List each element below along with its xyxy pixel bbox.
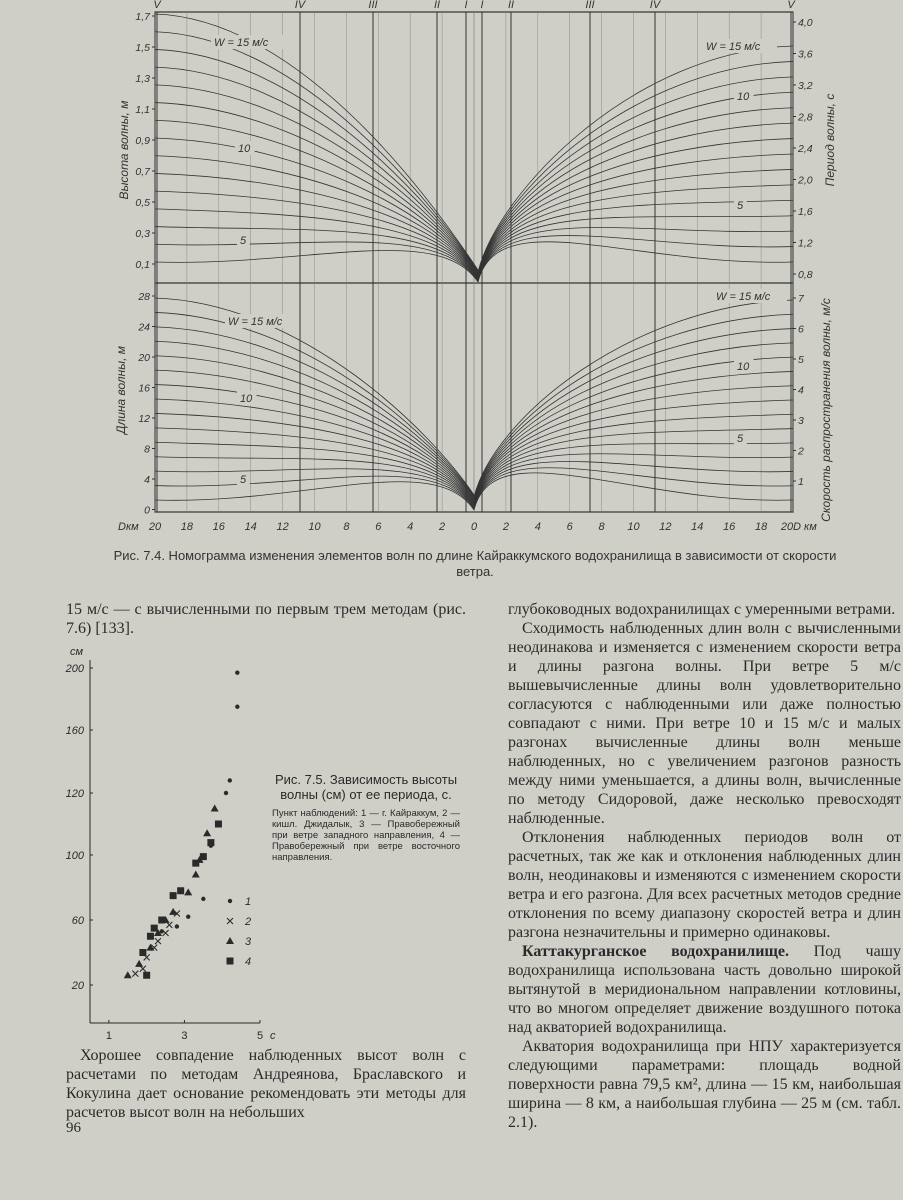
x-tick-label: 18 xyxy=(754,521,768,533)
tick-label: 1 xyxy=(798,476,804,488)
point-dot xyxy=(235,705,239,709)
x-tick-label: 18 xyxy=(180,521,194,533)
legend-label: 1 xyxy=(245,896,252,908)
point-square xyxy=(151,925,158,932)
wave-curve xyxy=(478,154,793,277)
wave-curve xyxy=(478,77,793,274)
curve-label: 10 xyxy=(238,143,251,155)
paragraph: 15 м/с — с вычисленными по первым трем методам (рис. 7.6) [133]. xyxy=(66,601,466,637)
point-triangle xyxy=(169,908,177,915)
point-square xyxy=(192,860,199,867)
curve-label: 5 xyxy=(737,433,744,445)
curve-label: W = 15 м/с xyxy=(228,316,283,328)
tick-label: 3,2 xyxy=(798,80,813,92)
tick-label: 0,5 xyxy=(135,197,150,209)
paragraph: Хорошее совпадение наблюденных высот волн с расчетами по методам Андреянова, Браславского и Кокулина дает основание рекомендовать эти методы для расчетов высот волн на небольших xyxy=(66,1047,466,1121)
wave-curve xyxy=(155,67,478,272)
point-triangle xyxy=(184,888,192,895)
wave-curve xyxy=(478,108,793,275)
tick-label: 4,0 xyxy=(798,17,813,29)
x-tick-label: 10 xyxy=(308,521,321,533)
x-tick-label: 20 xyxy=(148,521,162,533)
point-square xyxy=(227,958,234,965)
wave-curve xyxy=(478,216,793,280)
x-tick-label: 6 xyxy=(566,521,573,533)
y-tick-label: 120 xyxy=(65,788,84,800)
point-triangle xyxy=(211,805,219,812)
roman-label: IV xyxy=(649,0,661,11)
figure-7-4-caption: Рис. 7.4. Номограмма изменения элементов волн по длине Кайраккумского водохранилища в зависимости от скорости ветра. xyxy=(113,548,837,579)
wave-curve xyxy=(155,156,478,277)
x-tick-label: 16 xyxy=(723,521,736,533)
axis-title: Высота волны, м xyxy=(117,100,131,200)
tick-label: 20 xyxy=(138,352,150,364)
curve-label: 10 xyxy=(737,91,750,103)
scatter-points xyxy=(124,670,240,978)
curve-label: 10 xyxy=(240,393,253,405)
wave-curve xyxy=(478,242,793,282)
x-tick-label: 8 xyxy=(343,521,350,533)
point-square xyxy=(143,972,150,979)
x-tick-label: 12 xyxy=(659,521,672,533)
tick-label: 24 xyxy=(138,321,150,334)
scatter-axes xyxy=(65,646,276,1042)
point-cross xyxy=(163,930,169,936)
figure-7-5-caption xyxy=(272,772,460,863)
y-tick-label: 60 xyxy=(71,915,84,927)
tick-label: 2 xyxy=(798,445,804,458)
tick-label: 2,8 xyxy=(798,111,813,124)
x-tick-label: 10 xyxy=(627,521,640,533)
tick-label: 0,7 xyxy=(135,166,150,178)
paragraph: Акватория водохранилища при НПУ характеризуется следующими параметрами: площадь водной поверхности равна 79,5 км², длина — 15 км, наибольшая ширина — 8 км, а наибольшая глубина — 25 м (см. табл. 2.1). xyxy=(508,1038,901,1131)
point-square xyxy=(158,917,165,924)
scatter-legend xyxy=(226,896,252,968)
point-dot xyxy=(228,899,232,903)
tick-label: 0,9 xyxy=(135,135,150,147)
x-tick-label: 3 xyxy=(181,1030,188,1042)
page-number: 96 xyxy=(66,1120,81,1136)
x-tick-label: 5 xyxy=(256,1030,264,1042)
wave-curve xyxy=(155,103,478,275)
tick-label: 0,1 xyxy=(135,259,150,271)
wave-curve xyxy=(478,46,793,272)
paragraph: глубоководных водохранилищах с умеренными ветрами. xyxy=(508,601,896,618)
x-axis-title: D км xyxy=(793,521,817,533)
tick-label: 8 xyxy=(144,443,150,456)
curve-label: 5 xyxy=(737,200,744,212)
point-square xyxy=(215,821,222,828)
paragraph xyxy=(508,942,901,1037)
tick-label: 12 xyxy=(138,413,150,425)
y-tick-label: 20 xyxy=(71,980,84,992)
tick-label: 1,6 xyxy=(798,206,813,218)
tick-label: 1,7 xyxy=(135,11,150,23)
point-dot xyxy=(235,670,239,674)
axis-title: Период волны, с xyxy=(823,93,837,187)
right-column-text xyxy=(508,600,901,1132)
tick-label: 3,6 xyxy=(798,48,813,61)
x-tick-label: 14 xyxy=(691,521,704,533)
tick-label: 28 xyxy=(138,291,150,303)
x-unit-label: с xyxy=(270,1030,276,1042)
point-cross xyxy=(227,918,233,924)
tick-label: 7 xyxy=(798,293,804,305)
y-tick-label: 160 xyxy=(65,725,84,737)
tick-label: 1,2 xyxy=(798,237,813,250)
curve-label: 10 xyxy=(737,361,750,373)
x-tick-label: 8 xyxy=(598,521,605,533)
paragraph-text: Под чашу водохранилища использована часть довольно широкой вытянутой в меридиональном направлении котловины, что во многом определяет движение воздушного потока над акваторией водохранилища. xyxy=(508,943,902,1036)
point-dot xyxy=(224,791,228,795)
curve-label: W = 15 м/с xyxy=(214,37,269,49)
x-axis-title: Dкм xyxy=(118,521,139,533)
figure-7-5-caption-note: Пункт наблюдений: 1 — г. Кайраккум, 2 — кишл. Джидалык, 3 — Правобережный при ветре западного направления, 4 — Правобережный при ветре восточного направления. xyxy=(272,808,460,863)
point-square xyxy=(139,949,146,956)
wave-curve xyxy=(155,242,478,281)
tick-label: 0,8 xyxy=(798,269,813,281)
legend-label: 2 xyxy=(245,916,252,928)
tick-label: 0,3 xyxy=(135,228,150,240)
x-tick-label: 4 xyxy=(407,521,414,533)
x-tick-label: 20 xyxy=(780,521,794,533)
point-square xyxy=(207,839,214,846)
tick-label: 3 xyxy=(798,415,804,427)
x-tick-label: 14 xyxy=(244,521,257,533)
section-heading: Каттакурганское водохранилище. xyxy=(522,943,790,960)
tick-label: 1,3 xyxy=(135,73,150,85)
point-triangle xyxy=(192,871,200,878)
point-square xyxy=(177,887,184,894)
x-tick-label: 4 xyxy=(534,521,541,533)
wave-curve xyxy=(155,250,478,282)
nomogram-figure xyxy=(0,0,903,545)
curve-label: 5 xyxy=(240,235,247,247)
x-tick-label: 12 xyxy=(276,521,289,533)
wave-curve xyxy=(478,227,793,280)
y-unit-label: см xyxy=(70,646,84,658)
wave-curve xyxy=(155,120,478,275)
point-dot xyxy=(186,915,190,919)
x-tick-label: 2 xyxy=(502,521,509,533)
curve-label: W = 15 м/с xyxy=(706,41,761,53)
y-tick-label: 200 xyxy=(65,663,84,675)
point-square xyxy=(170,892,177,899)
paragraph: Сходимость наблюденных длин волн с вычисленными неодинакова и изменяется с изменением скорости ветра и длины разгона волны. При ветре 5 м/с вышевычисленные длины волн удовлетворительно согласуются с наблюденными или даже полностью совпадают с ними. При ветре 10 и 15 м/с и малых разгонах вычисленные длины волн меньше наблюденных, но с увеличением разгонов разность между ними уменьшается, а длины волн, вычисленные по методу Сидоровой, даже несколько превосходят наблюденные. xyxy=(508,620,901,827)
point-dot xyxy=(201,897,205,901)
roman-label: I xyxy=(464,0,468,11)
point-dot xyxy=(228,778,232,782)
axis-title: Скорость распространения волны, м/с xyxy=(819,298,833,522)
tick-label: 0 xyxy=(144,504,150,517)
wave-curve xyxy=(155,227,478,281)
roman-label: III xyxy=(368,0,378,11)
point-triangle xyxy=(226,937,234,944)
point-triangle xyxy=(124,971,132,978)
tick-label: 6 xyxy=(798,323,804,336)
tick-label: 16 xyxy=(138,382,150,395)
roman-label: V xyxy=(787,0,795,11)
x-tick-label: 2 xyxy=(439,521,446,533)
tick-label: 4 xyxy=(144,474,150,486)
point-triangle xyxy=(203,829,211,836)
point-triangle xyxy=(135,960,143,967)
roman-label: II xyxy=(433,0,441,11)
tick-label: 5 xyxy=(798,354,804,366)
curve-label: 5 xyxy=(240,474,247,486)
roman-label: II xyxy=(507,0,515,11)
left-column-top-text xyxy=(66,600,466,638)
x-tick-label: 0 xyxy=(470,521,478,533)
legend-label: 3 xyxy=(245,936,252,948)
x-tick-label: 1 xyxy=(105,1030,112,1042)
roman-label: IV xyxy=(294,0,306,11)
left-column-bottom-text xyxy=(66,1046,466,1122)
figure-7-5-scatter xyxy=(60,645,276,1042)
point-cross xyxy=(155,938,161,944)
wave-curve xyxy=(478,236,793,282)
tick-label: 1,5 xyxy=(135,42,150,54)
paragraph: Отклонения наблюденных периодов волн от расчетных, так же как и отклонения наблюденных длин волн, неодинаковы и изменяются с изменением скорости ветра и его разгона. Для всех расчетных методов средние отклонения по всему диапазону скоростей ветра и длин разгона незначительны и примерно одинаковы. xyxy=(508,829,901,941)
roman-label: I xyxy=(480,0,484,11)
wave-curve xyxy=(155,209,478,280)
axis-title: Длина волны, м xyxy=(114,345,128,435)
legend-label: 4 xyxy=(245,956,252,968)
point-cross xyxy=(132,971,138,977)
x-tick-label: 6 xyxy=(375,521,382,533)
curve-label: W = 15 м/с xyxy=(716,291,771,303)
tick-label: 2,0 xyxy=(798,174,813,187)
figure-7-5-caption-title: Рис. 7.5. Зависимость высоты волны (см) от ее периода, с. xyxy=(274,772,458,802)
roman-label: III xyxy=(585,0,595,11)
tick-label: 1,1 xyxy=(135,104,150,116)
x-tick-label: 16 xyxy=(212,521,225,533)
tick-label: 2,4 xyxy=(798,143,813,155)
point-dot xyxy=(175,924,179,928)
point-square xyxy=(147,933,154,940)
point-square xyxy=(200,853,207,860)
wave-curve xyxy=(155,49,478,271)
y-tick-label: 100 xyxy=(65,850,84,862)
roman-label: V xyxy=(153,0,161,11)
tick-label: 4 xyxy=(798,384,804,397)
